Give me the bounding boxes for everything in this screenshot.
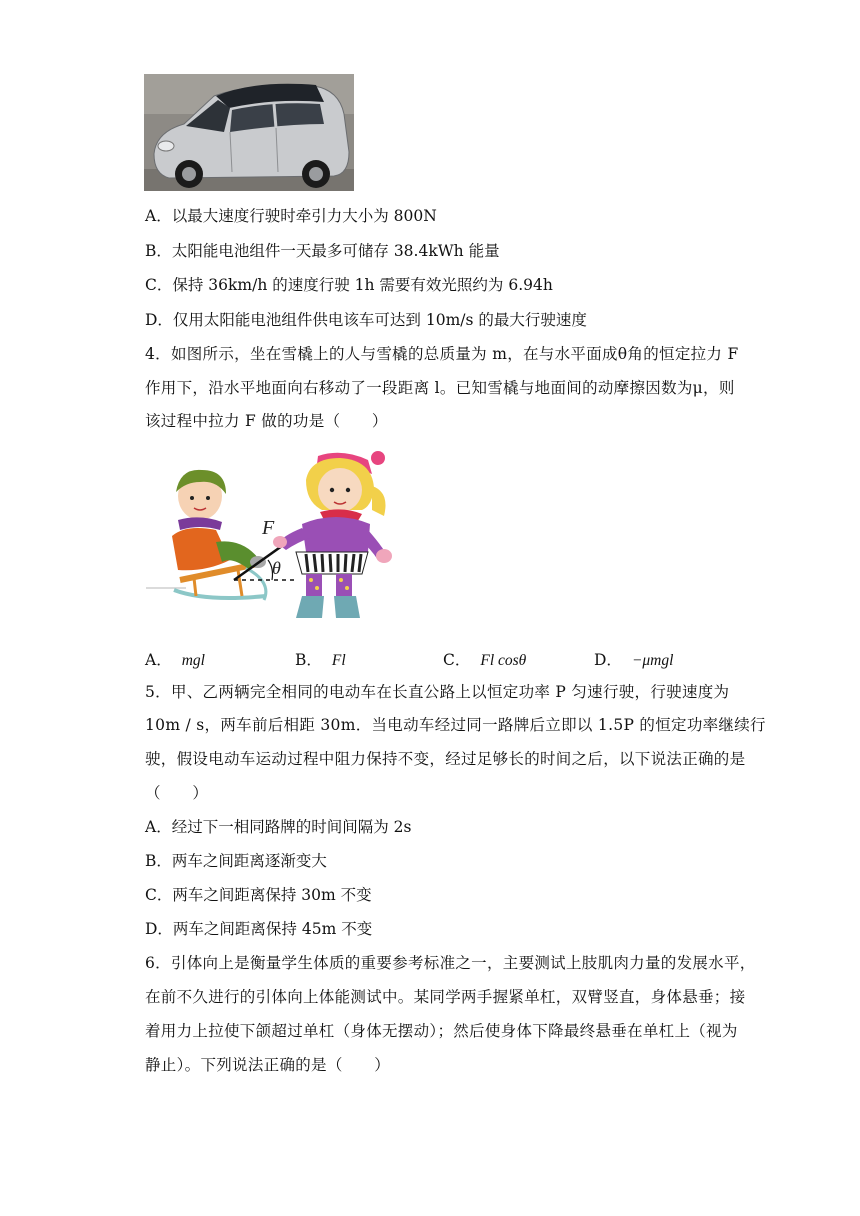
q4-option-b-letter: B． bbox=[295, 651, 322, 669]
q4-option-d bbox=[594, 648, 673, 670]
q4-option-d-expr: −μmgl bbox=[631, 652, 674, 669]
q5-option-b: B．两车之间距离逐渐变大 bbox=[145, 852, 327, 870]
angle-label: θ bbox=[272, 558, 281, 578]
q5-option-d: D．两车之间距离保持 45m 不变 bbox=[145, 920, 373, 938]
q4-option-a-letter: A． bbox=[145, 651, 172, 669]
q4-stem-line2: 作用下，沿水平地面向右移动了一段距离 l。已知雪橇与地面间的动摩擦因数为μ，则 bbox=[145, 379, 735, 397]
q3-option-d: D．仅用太阳能电池组件供电该车可达到 10m/s 的最大行驶速度 bbox=[145, 311, 587, 329]
q4-option-d-letter: D． bbox=[594, 651, 622, 669]
q3-option-b: B．太阳能电池组件一天最多可储存 38.4kWh 能量 bbox=[145, 242, 500, 260]
q5-stem-line3: 驶，假设电动车运动过程中阻力保持不变，经过足够长的时间之后，以下说法正确的是 bbox=[145, 750, 746, 768]
q4-option-b bbox=[295, 648, 346, 670]
q6-stem-line2: 在前不久进行的引体向上体能测试中。某同学两手握紧单杠，双臂竖直，身体悬垂；接 bbox=[145, 988, 746, 1006]
q4-options-row bbox=[145, 648, 705, 668]
q4-stem-line1: 4．如图所示，坐在雪橇上的人与雪橇的总质量为 m，在与水平面成θ角的恒定拉力 F bbox=[145, 345, 739, 363]
q6-stem-line3: 着用力上拉使下颌超过单杠（身体无摆动）；然后使身体下降最终悬垂在单杠上（视为 bbox=[145, 1022, 738, 1040]
q4-option-c-letter: C． bbox=[443, 651, 471, 669]
q5-stem-line2: 10m / s，两车前后相距 30m．当电动车经过同一路牌后立即以 1.5P 的恒定功率继续行 bbox=[145, 716, 766, 734]
sled-illustration bbox=[146, 450, 402, 626]
q6-stem-line4: 静止）。下列说法正确的是（ ） bbox=[145, 1056, 391, 1074]
q5-stem-line1: 5．甲、乙两辆完全相同的电动车在长直公路上以恒定功率 P 匀速行驶，行驶速度为 bbox=[145, 683, 730, 701]
q6-stem-line1: 6．引体向上是衡量学生体质的重要参考标准之一，主要测试上肢肌肉力量的发展水平， bbox=[145, 954, 756, 972]
solar-car-photo bbox=[144, 74, 354, 191]
q5-option-c: C．两车之间距离保持 30m 不变 bbox=[145, 886, 372, 904]
q4-option-a-expr: mgl bbox=[181, 652, 205, 669]
q4-option-a bbox=[145, 648, 205, 670]
q3-option-a: A．以最大速度行驶时牵引力大小为 800N bbox=[145, 207, 437, 225]
q4-stem-line3: 该过程中拉力 F 做的功是（ ） bbox=[145, 412, 388, 430]
q5-stem-line4: （ ） bbox=[145, 784, 209, 802]
q3-option-c: C．保持 36km/h 的速度行驶 1h 需要有效光照约为 6.94h bbox=[145, 276, 553, 294]
q4-option-c-expr: Fl cosθ bbox=[480, 652, 527, 669]
q5-option-a: A．经过下一相同路牌的时间间隔为 2s bbox=[145, 818, 412, 836]
q4-option-c bbox=[443, 648, 526, 670]
q4-option-b-expr: Fl bbox=[331, 652, 346, 669]
force-label: F bbox=[262, 517, 275, 539]
